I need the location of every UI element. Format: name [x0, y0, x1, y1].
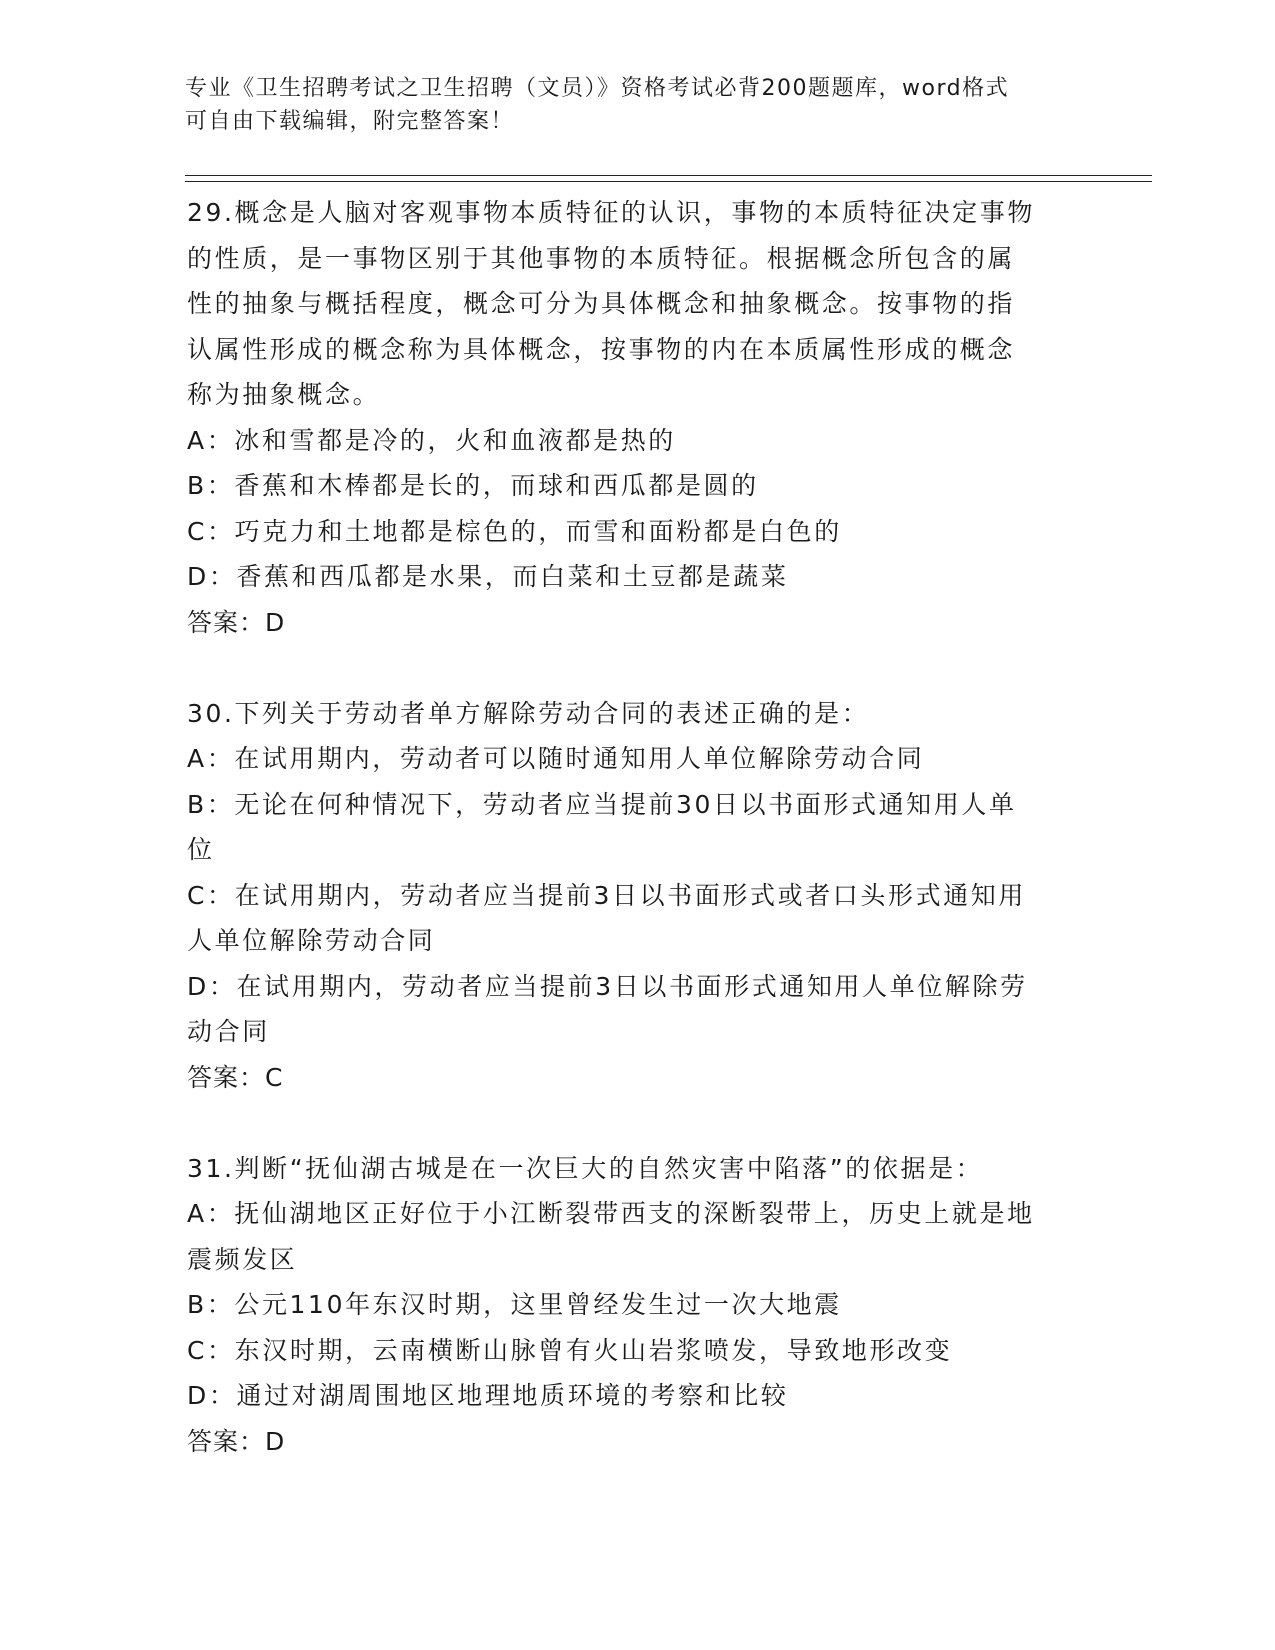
- option-d: D：香蕉和西瓜都是水果，而白菜和土豆都是蔬菜: [187, 562, 789, 591]
- option-a: A：冰和雪都是冷的，火和血液都是热的: [187, 425, 676, 455]
- question-item: [187, 691, 1087, 1101]
- question-stem-line: 称为抽象概念。: [187, 380, 381, 409]
- option-d: D：在试用期内，劳动者应当提前3日以书面形式通知用人单位解除劳: [187, 971, 1028, 1001]
- option-c: C：巧克力和土地都是棕色的，而雪和面粉都是白色的: [187, 516, 842, 546]
- question-stem-line: 31.判断“抚仙湖古城是在一次巨大的自然灾害中陷落”的依据是：: [187, 1153, 984, 1183]
- option-d-continued: 动合同: [187, 1017, 270, 1046]
- question-spacer: [187, 1100, 1087, 1146]
- option-c: C：在试用期内，劳动者应当提前3日以书面形式或者口头形式通知用: [187, 880, 1026, 910]
- question-stem-line: 认属性形成的概念称为具体概念，按事物的内在本质属性形成的概念: [187, 334, 1016, 364]
- question-stem-line: 30.下列关于劳动者单方解除劳动合同的表述正确的是：: [187, 698, 870, 728]
- question-stem-line: 29.概念是人脑对客观事物本质特征的认识，事物的本质特征决定事物: [187, 198, 1035, 227]
- question-list: [187, 190, 1087, 1464]
- answer-line: 答案：D: [187, 1426, 286, 1456]
- option-b: B：香蕉和木棒都是长的，而球和西瓜都是圆的: [187, 471, 759, 500]
- question-item: [187, 1146, 1087, 1465]
- answer-line: 答案：C: [187, 1062, 284, 1092]
- option-c: C：东汉时期，云南横断山脉曾有火山岩浆喷发，导致地形改变: [187, 1335, 953, 1365]
- option-a-continued: 震频发区: [187, 1244, 298, 1274]
- question-spacer: [187, 645, 1087, 691]
- header-line: 可自由下载编辑，附完整答案！: [185, 109, 515, 134]
- option-a: A：抚仙湖地区正好位于小江断裂带西支的深断裂带上，历史上就是地: [187, 1199, 1035, 1228]
- header-divider: [185, 175, 1152, 176]
- question-stem-line: 性的抽象与概括程度，概念可分为具体概念和抽象概念。按事物的指: [187, 289, 1016, 318]
- option-b-continued: 位: [187, 835, 215, 864]
- question-stem-line: 的性质，是一事物区别于其他事物的本质特征。根据概念所包含的属: [187, 243, 1016, 273]
- header-line: 专业《卫生招聘考试之卫生招聘（文员）》资格考试必背200题题库，word格式: [185, 76, 1010, 101]
- option-b: B：公元110年东汉时期，这里曾经发生过一次大地震: [187, 1290, 842, 1319]
- answer-line: 答案：D: [187, 607, 286, 637]
- option-b: B：无论在何种情况下，劳动者应当提前30日以书面形式通知用人单: [187, 789, 1017, 819]
- option-d: D：通过对湖周围地区地理地质环境的考察和比较: [187, 1381, 789, 1410]
- question-item: [187, 190, 1087, 645]
- header-divider: [185, 181, 1152, 182]
- document-header: [185, 72, 1065, 138]
- option-a: A：在试用期内，劳动者可以随时通知用人单位解除劳动合同: [187, 744, 925, 773]
- option-c-continued: 人单位解除劳动合同: [187, 926, 436, 955]
